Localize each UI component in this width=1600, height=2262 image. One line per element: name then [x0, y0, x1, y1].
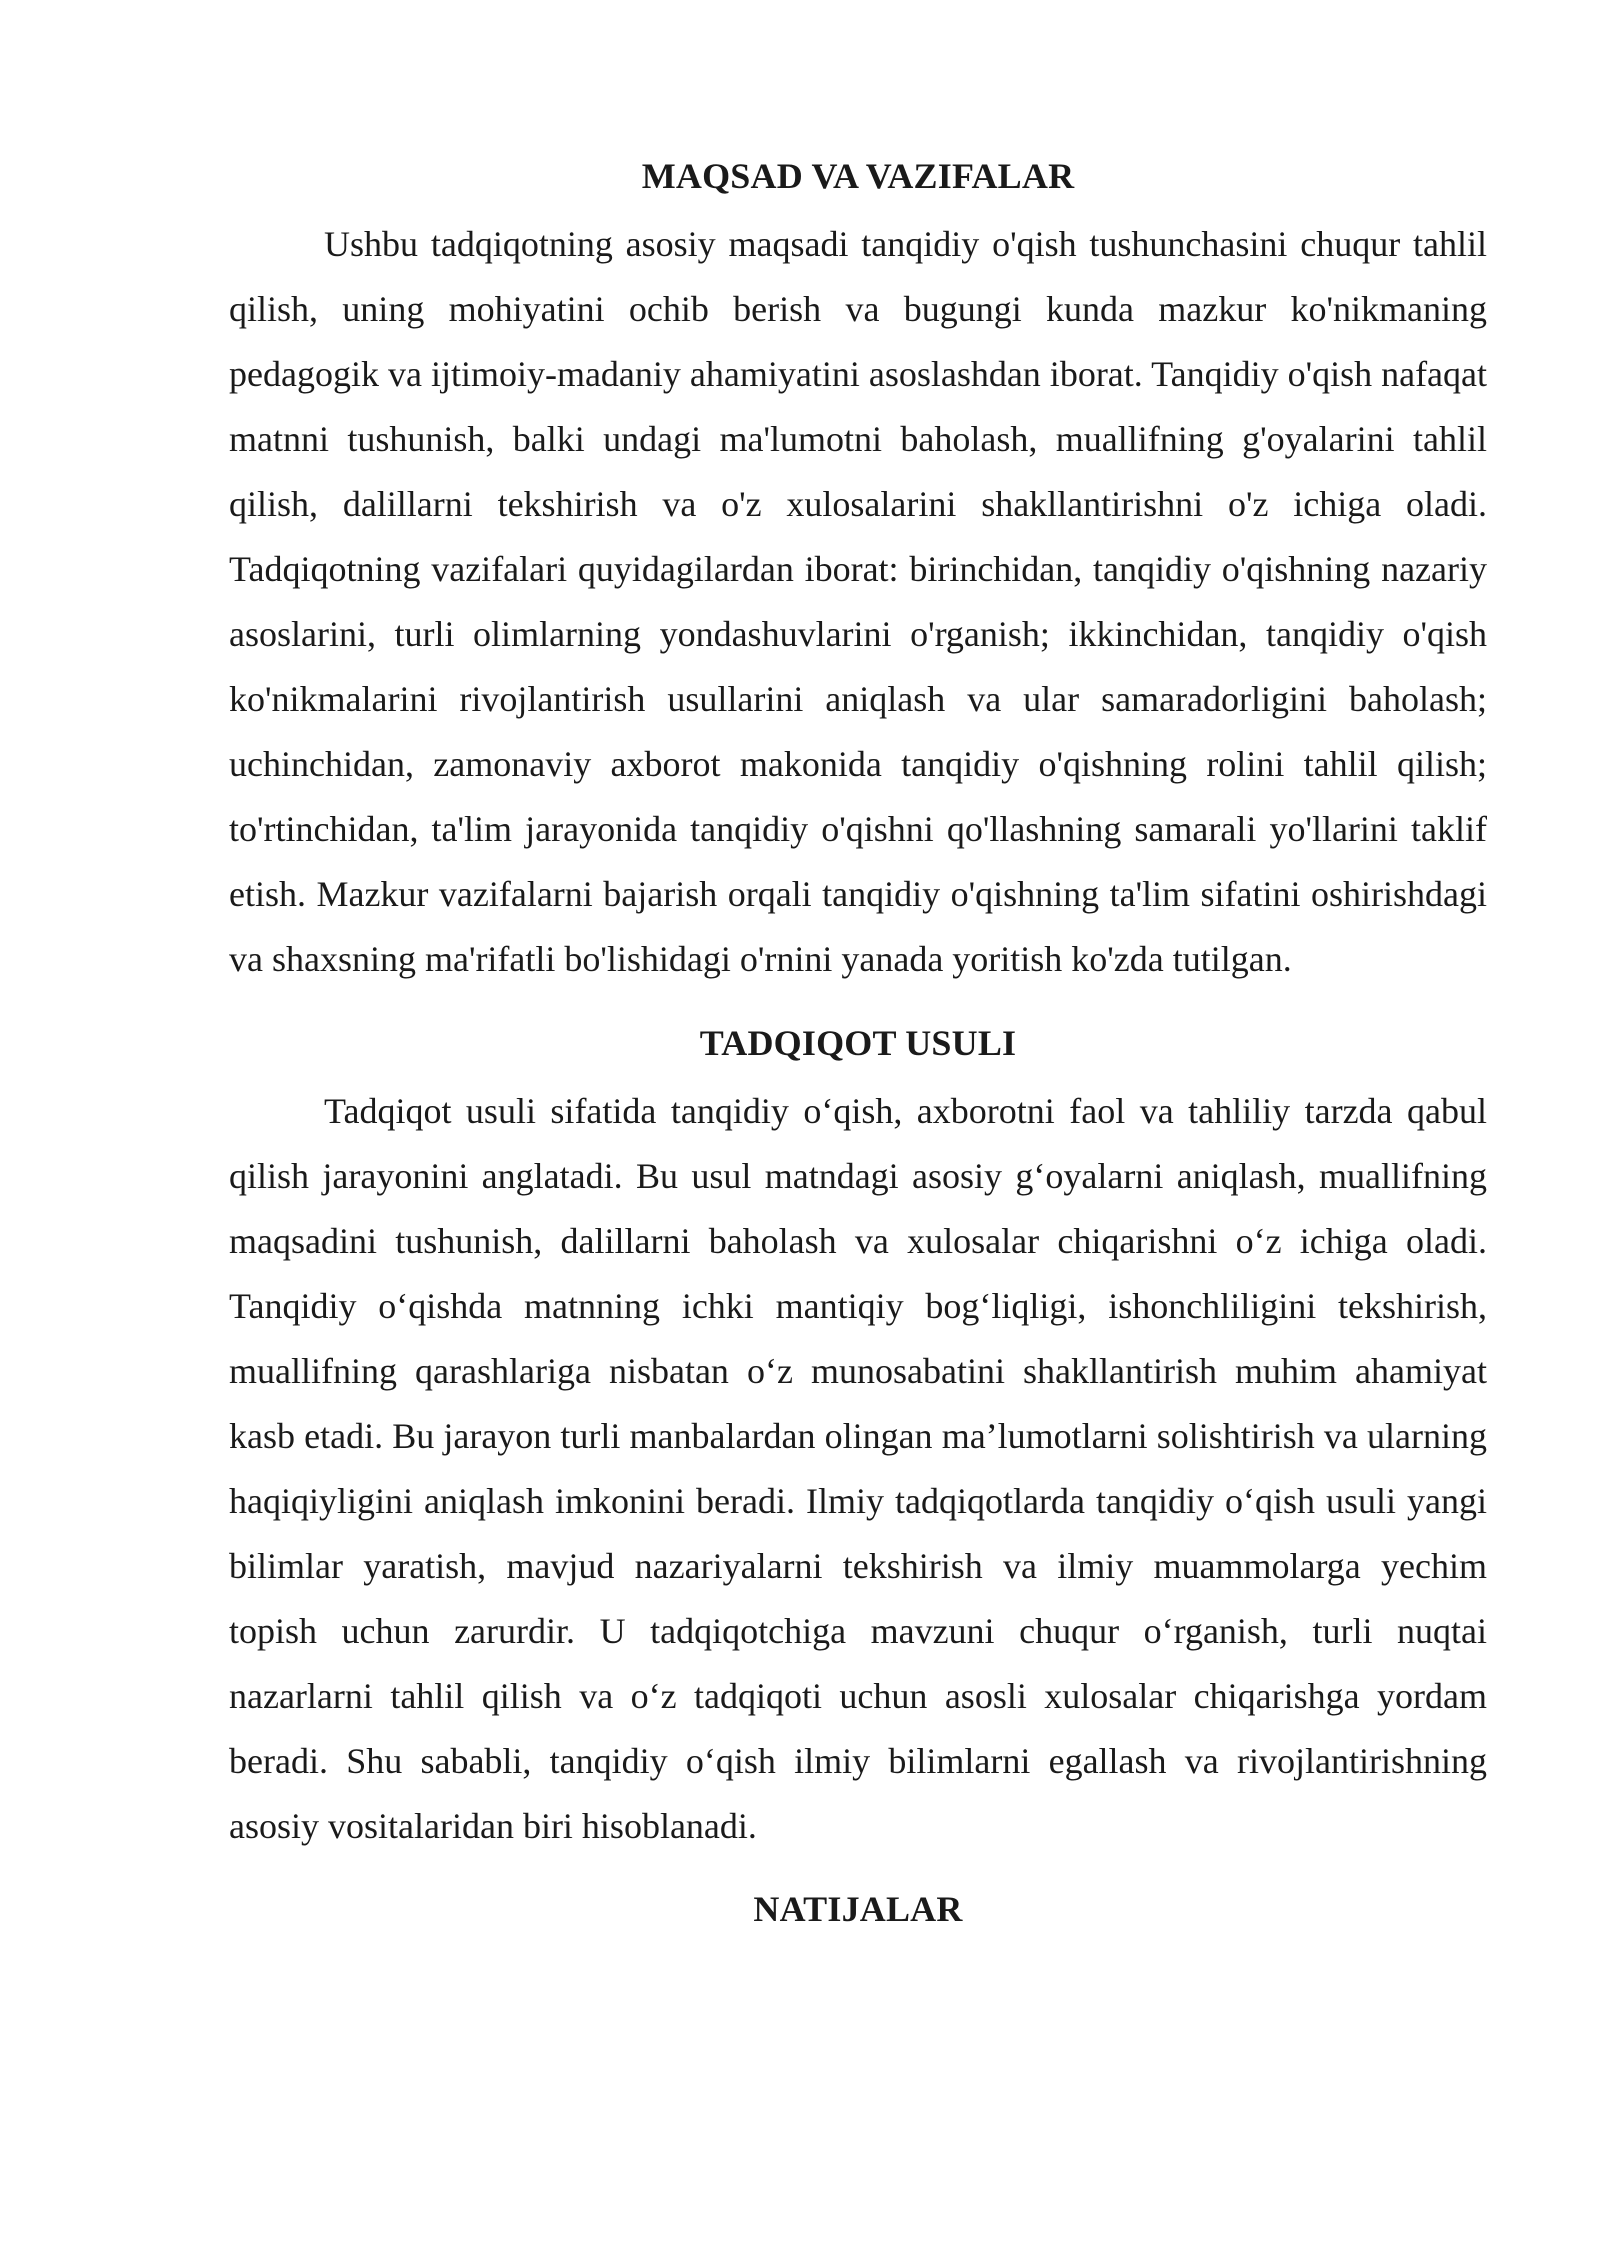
section-paragraph-goals: Ushbu tadqiqotning asosiy maqsadi tanqidiy o'qish tushunchasini chuqur tahlil qilish, uning mohiyatini ochib berish va bugungi kunda mazkur ko'nikmaning pedagogik va ijtimoiy-madaniy ahamiyatini asoslashdan iborat. Tanqidiy o'qish nafaqat matnni tushunish, balki undagi ma'lumotni baholash, muallifning g'oyalarini tahlil qilish, dalillarni tekshirish va o'z xulosalarini shakllantirishni o'z ichiga oladi. Tadqiqotning vazifalari quyidagilardan iborat: birinchidan, tanqidiy o'qishning nazariy asoslarini, turli olimlarning yondashuvlarini o'rganish; ikkinchidan, tanqidiy o'qish ko'nikmalarini rivojlantirish usullarini aniqlash va ular samaradorligini baholash; uchinchidan, zamonaviy axborot makonida tanqidiy o'qishning rolini tahlil qilish; to'rtinchidan, ta'lim jarayonida tanqidiy o'qishni qo'llashning samarali yo'llarini taklif etish. Mazkur vazifalarni bajarish orqali tanqidiy o'qishning ta'lim sifatini oshirishdagi va shaxsning ma'rifatli bo'lishidagi o'rnini yanada yoritish ko'zda tutilgan.: [229, 224, 1488, 979]
section-heading-goals: MAQSAD VA VAZIFALAR: [641, 156, 1075, 196]
section-heading-results: NATIJALAR: [753, 1889, 963, 1929]
section-heading-method: TADQIQOT USULI: [699, 1023, 1017, 1063]
section-paragraph-method: Tadqiqot usuli sifatida tanqidiy o‘qish, axborotni faol va tahliliy tarzda qabul qilish jarayonini anglatadi. Bu usul matndagi asosiy g‘oyalarni aniqlash, muallifning maqsadini tushunish, dalillarni baholash va xulosalar chiqarishni o‘z ichiga oladi. Tanqidiy o‘qishda matnning ichki mantiqiy bog‘liqligi, ishonchliligini tekshirish, muallifning qarashlariga nisbatan o‘z munosabatini shakllantirish muhim ahamiyat kasb etadi. Bu jarayon turli manbalardan olingan ma’lumotlarni solishtirish va ularning haqiqiyligini aniqlash imkonini beradi. Ilmiy tadqiqotlarda tanqidiy o‘qish usuli yangi bilimlar yaratish, mavjud nazariyalarni tekshirish va ilmiy muammolarga yechim topish uchun zarurdir. U tadqiqotchiga mavzuni chuqur o‘rganish, turli nuqtai nazarlarni tahlil qilish va o‘z tadqiqoti uchun asosli xulosalar chiqarishga yordam beradi. Shu sababli, tanqidiy o‘qish ilmiy bilimlarni egallash va rivojlantirishning asosiy vositalaridan biri hisoblanadi.: [229, 1091, 1487, 1846]
document-page: [229, 148, 1487, 1937]
